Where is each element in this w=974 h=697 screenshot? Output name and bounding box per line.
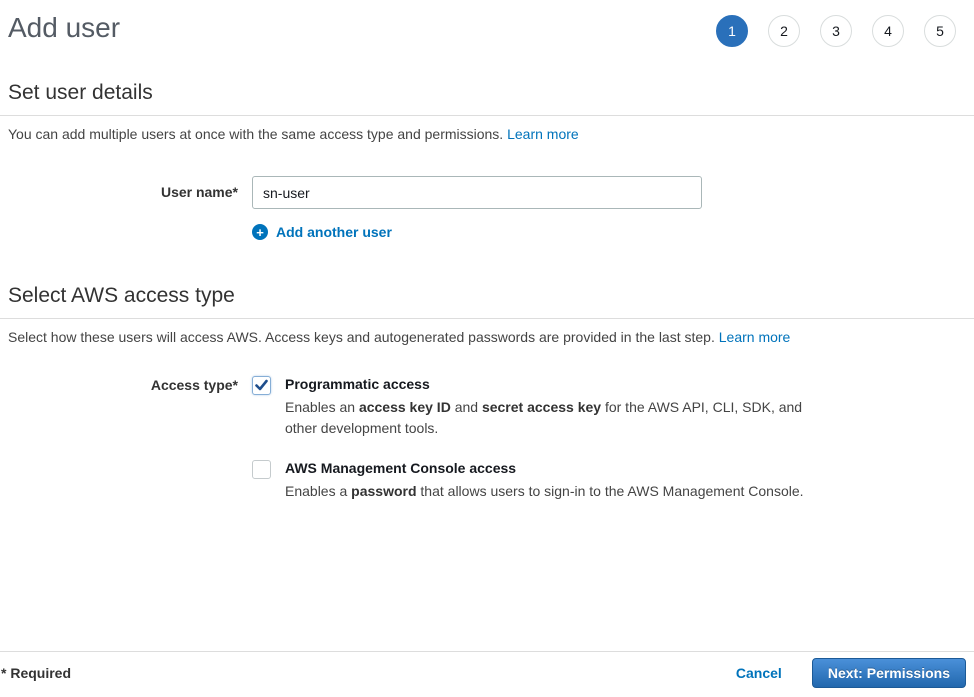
next-permissions-button[interactable]: Next: Permissions xyxy=(812,658,966,688)
step-4: 4 xyxy=(872,15,904,47)
step-indicator xyxy=(716,15,956,47)
cancel-button[interactable]: Cancel xyxy=(735,664,782,681)
learn-more-link-access-type[interactable]: Learn more xyxy=(718,329,791,345)
desc-bold: access key ID xyxy=(358,399,451,415)
desc-text: for the AWS API, CLI, SDK, and other development tools. xyxy=(285,399,803,436)
user-name-label: User name* xyxy=(160,184,238,200)
check-icon xyxy=(255,379,268,392)
access-type-description-text: Select how these users will access AWS. Access keys and autogenerated passwords are provided in the last step. xyxy=(8,329,715,345)
add-another-user-label: Add another user xyxy=(276,224,392,240)
option-programmatic-access xyxy=(252,375,810,439)
desc-bold: password xyxy=(351,483,417,499)
user-name-row xyxy=(0,176,974,209)
desc-text: Enables a xyxy=(285,483,352,499)
user-name-input[interactable] xyxy=(252,176,702,209)
footer-bar xyxy=(0,651,974,697)
access-type-row xyxy=(0,375,974,502)
user-details-description xyxy=(0,116,974,142)
programmatic-access-checkbox[interactable] xyxy=(252,376,271,395)
add-another-user-link[interactable] xyxy=(252,224,392,240)
console-access-title: AWS Management Console access xyxy=(285,460,517,476)
programmatic-access-description xyxy=(285,397,810,439)
section-heading-access-type: Select AWS access type xyxy=(8,284,235,307)
access-type-description xyxy=(0,319,974,345)
desc-bold: secret access key xyxy=(481,399,602,415)
required-note: * Required xyxy=(1,664,72,681)
page-header xyxy=(0,0,974,47)
page-title: Add user xyxy=(8,12,121,43)
desc-text: that allows users to sign-in to the AWS Management Console. xyxy=(416,483,804,499)
console-access-checkbox[interactable] xyxy=(252,460,271,479)
step-3: 3 xyxy=(820,15,852,47)
section-heading-user-details: Set user details xyxy=(8,81,153,104)
option-console-access xyxy=(252,459,810,502)
plus-circle-icon: + xyxy=(252,224,268,240)
access-type-label: Access type* xyxy=(150,377,238,393)
desc-text: and xyxy=(450,399,482,415)
step-2: 2 xyxy=(768,15,800,47)
step-1: 1 xyxy=(716,15,748,47)
step-5: 5 xyxy=(924,15,956,47)
console-access-description xyxy=(285,481,804,502)
desc-text: Enables an xyxy=(285,399,359,415)
learn-more-link-user-details[interactable]: Learn more xyxy=(507,126,579,142)
programmatic-access-title: Programmatic access xyxy=(285,376,430,392)
user-details-description-text: You can add multiple users at once with the same access type and permissions. xyxy=(8,126,504,142)
